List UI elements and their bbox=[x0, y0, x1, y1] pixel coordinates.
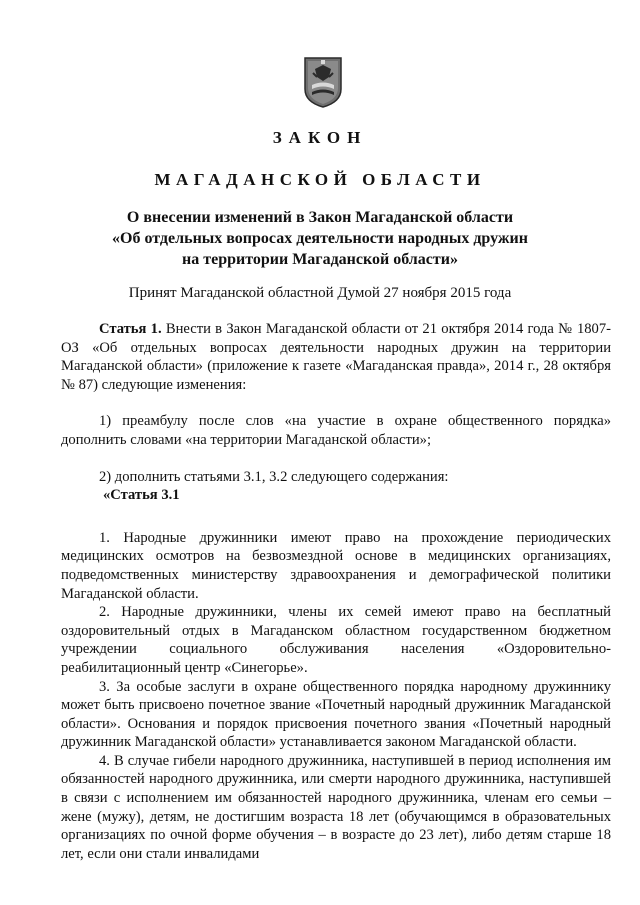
article-1 bbox=[61, 320, 611, 394]
heading-line: О внесении изменений в Закон Магаданской области bbox=[126, 209, 514, 226]
article-1-label: Статья 1. bbox=[99, 321, 162, 337]
coat-of-arms-icon bbox=[302, 55, 344, 109]
article-1-text: Внести в Закон Магаданской области от 21 октября 2014 года № 1807-ОЗ «Об отдельных вопросах деятельности народных дружин на территории Магаданской области» (приложение к газете «Магаданская правда», 2014 г., 28 октября № 87) следующие изменения: bbox=[61, 321, 611, 393]
paragraph: 1. Народные дружинники имеют право на прохождение периодических медицинских осмотров на безвозмездной основе в медицинских организациях, подведомственных министерству здравоохранения и демографической политики Магаданской области. bbox=[61, 529, 611, 602]
law-body bbox=[61, 320, 611, 863]
law-heading bbox=[0, 207, 640, 270]
heading-line: «Об отдельных вопросах деятельности народных дружин bbox=[112, 230, 528, 247]
law-title: ЗАКОН bbox=[272, 128, 368, 147]
article-3-1-heading: «Статья 3.1 bbox=[103, 487, 180, 504]
amendment-item-1: 1) преамбулу после слов «на участие в охране общественного порядка» дополнить словами «на территории Магаданской области»; bbox=[61, 413, 611, 448]
paragraph: 2. Народные дружинники, члены их семей имеют право на бесплатный оздоровительный отдых в Магаданском областном государственном бюджетном учреждении социального обслуживания населения «Оздоровительно-реабилитационный центр «Синегорье». bbox=[61, 604, 611, 676]
heading-line: на территории Магаданской области» bbox=[182, 251, 458, 268]
paragraph: 4. В случае гибели народного дружинника, наступившей в период исполнения им обязанностей народного дружинника, или смерти народного дружинника, наступившей в связи с исполнением им обязанностей народного дружинника, членам его семьи – жене (мужу), детям, не достигшим возраста 18 лет (обучающимся в образовательных организациях по очной форме обучения – в возрасте до 23 лет), либо детям старше 18 лет, если они стали инвалидами bbox=[61, 752, 611, 862]
paragraph: 3. За особые заслуги в охране общественного порядка народному дружиннику может быть присвоено почетное звание «Почетный народный дружинник Магаданской области». Основания и порядок присвоения почетного звания «Почетный народный дружинник Магаданской области» устанавливается законом Магаданской области. bbox=[61, 678, 611, 751]
adoption-line: Принят Магаданской областной Думой 27 ноября 2015 года bbox=[128, 285, 512, 301]
region-title: МАГАДАНСКОЙ ОБЛАСТИ bbox=[154, 170, 486, 189]
amendment-item-2: 2) дополнить статьями 3.1, 3.2 следующего содержания: bbox=[99, 468, 449, 485]
